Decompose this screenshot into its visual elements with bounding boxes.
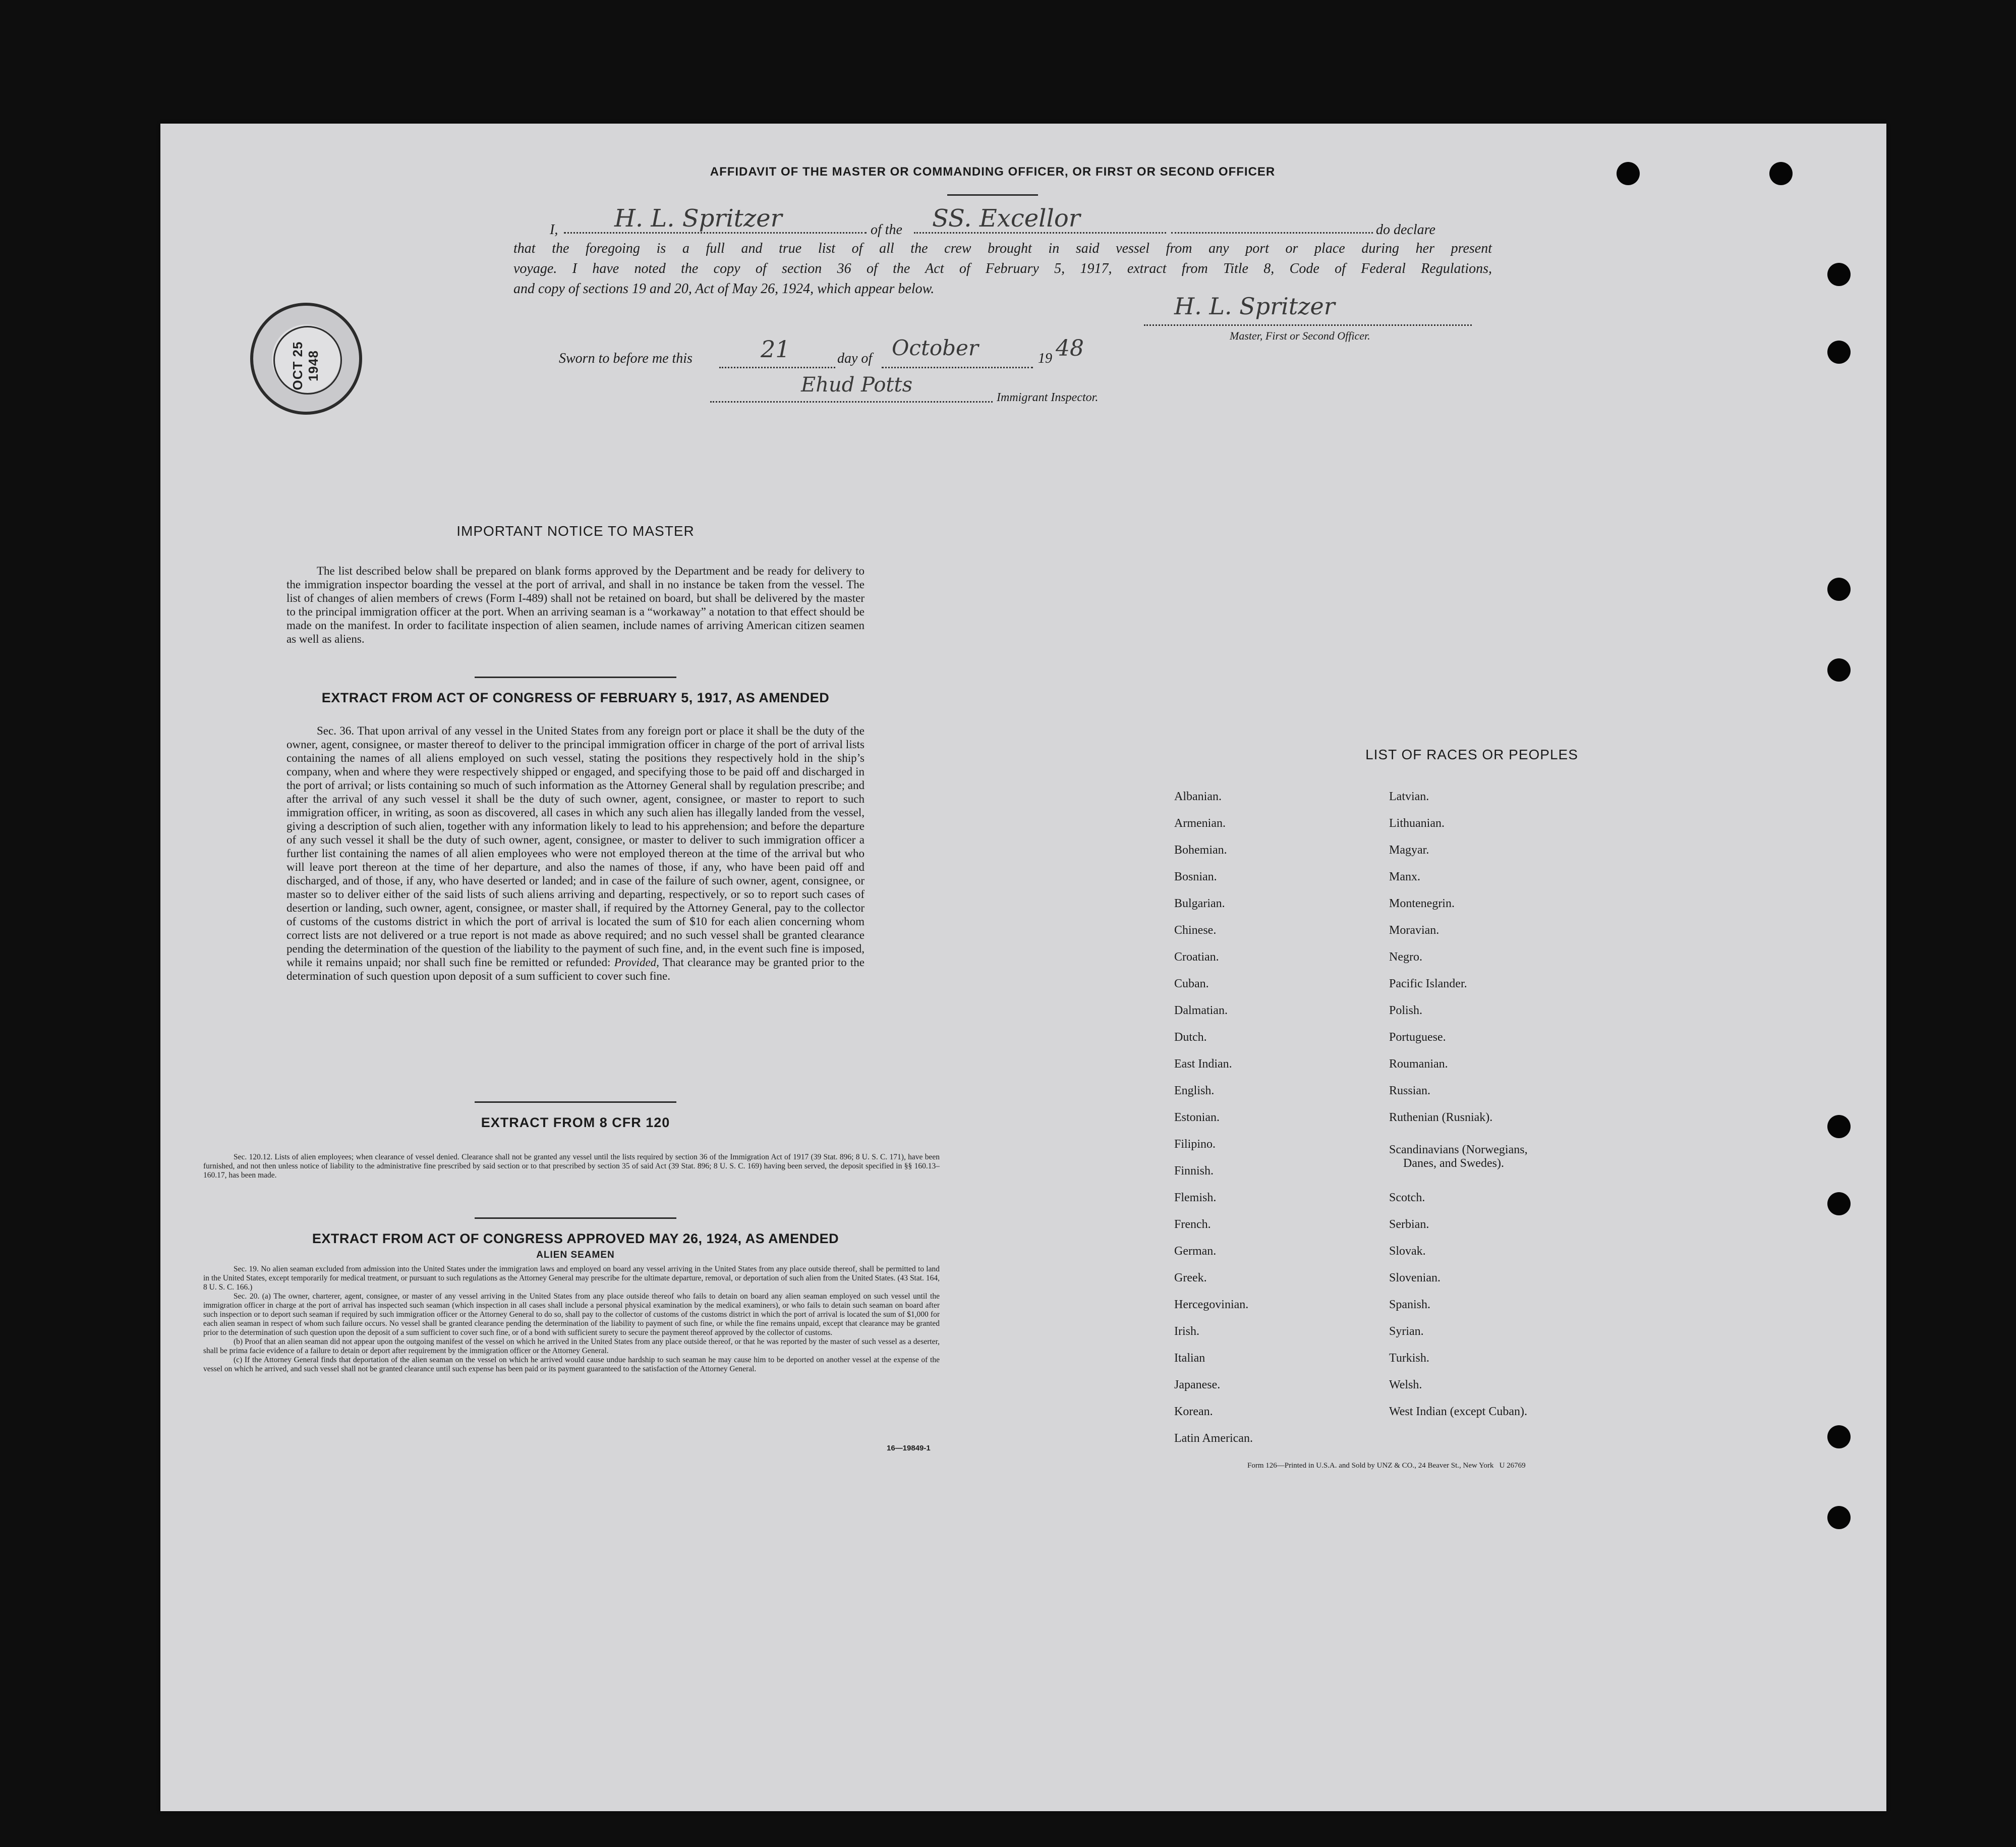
race-item: Spanish. (1389, 1298, 1431, 1311)
i-label: I, (550, 222, 558, 238)
race-item: Dalmatian. (1174, 1004, 1228, 1017)
race-item: East Indian. (1174, 1057, 1232, 1071)
race-item: Flemish. (1174, 1191, 1217, 1204)
vessel-name-handwriting: SS. Excellor (932, 204, 1080, 233)
of-the-label: of the (871, 222, 902, 238)
race-item: Finnish. (1174, 1164, 1214, 1178)
race-item: Slovenian. (1389, 1271, 1441, 1284)
race-item: Slovak. (1389, 1245, 1426, 1258)
notice-divider (475, 677, 676, 678)
race-item: Serbian. (1389, 1218, 1429, 1231)
race-item: Croatian. (1174, 950, 1219, 964)
race-item: Montenegrin. (1389, 897, 1455, 910)
extract-1917-body (286, 724, 865, 983)
punch-hole (1827, 341, 1851, 364)
race-item: West Indian (except Cuban). (1389, 1405, 1527, 1418)
extract-1917-title: EXTRACT FROM ACT OF CONGRESS OF FEBRUARY 5, 1917, AS AMENDED (321, 690, 830, 705)
race-item: Manx. (1389, 870, 1420, 883)
race-item: Korean. (1174, 1405, 1213, 1418)
race-item: Cuban. (1174, 977, 1209, 990)
master-signature: H. L. Spritzer (1174, 293, 1335, 320)
race-item: Chinese. (1174, 924, 1217, 937)
punch-hole (1827, 1425, 1851, 1448)
punch-hole (1827, 263, 1851, 286)
race-item: Scandinavians (Norwegians, (1389, 1143, 1528, 1156)
race-item: Albanian. (1174, 790, 1222, 803)
date-stamp-date: OCT 25 1948 (290, 341, 321, 390)
race-item: Bulgarian. (1174, 897, 1225, 910)
inspector-signature: Ehud Potts (801, 373, 913, 397)
race-item: Welsh. (1389, 1378, 1422, 1391)
declaration-line-2: voyage. I have noted the copy of section 36 of the Act of February 5, 1917, extract from Title 8, Code of Federal Regulations, (513, 261, 1492, 276)
race-item: Magyar. (1389, 844, 1429, 857)
punch-hole (1827, 1506, 1851, 1529)
declaration-line-3: and copy of sections 19 and 20, Act of May 26, 1924, which appear below. (513, 281, 935, 297)
race-item: Japanese. (1174, 1378, 1221, 1391)
race-item: Armenian. (1174, 817, 1226, 830)
races-list-right (1389, 124, 1641, 1637)
extract-1924-body (203, 1265, 940, 1374)
race-item: Greek. (1174, 1271, 1207, 1284)
extract-1917-proviso-word: Provided, (614, 956, 659, 969)
race-item: Irish. (1174, 1325, 1199, 1338)
extract-1924-subtitle: ALIEN SEAMEN (536, 1250, 615, 1260)
race-item: Russian. (1389, 1084, 1431, 1097)
race-item: Roumanian. (1389, 1057, 1448, 1071)
race-item: English. (1174, 1084, 1215, 1097)
race-item: Bosnian. (1174, 870, 1217, 883)
extract-cfr-title: EXTRACT FROM 8 CFR 120 (481, 1115, 670, 1130)
day-of-label: day of (837, 351, 873, 366)
race-item: Hercegovinian. (1174, 1298, 1249, 1311)
race-item: Scotch. (1389, 1191, 1425, 1204)
extract-1924-sec19: Sec. 19. No alien seaman excluded from admission into the United States under the immigration laws and employed on board any vessel arriving in the United States from any place outside thereof, shall be permitted to land in the United States, except temporarily for medical treatment, or pursuant to such regulations as the Attorney General may prescribe for the ultimate departure, removal, or deportation of such alien from the United States. (43 Stat. 164, 8 U. S. C. 166.) (203, 1265, 940, 1292)
race-item: Negro. (1389, 950, 1422, 964)
declaration-line-1: that the foregoing is a full and true list of all the crew brought in said vessel from any port or place during her present (513, 241, 1492, 256)
race-item-continued: Danes, and Swedes). (1403, 1157, 1504, 1170)
extract-1924-sec20c: (c) If the Attorney General finds that deportation of the alien seaman on the vessel on which he arrived would cause undue hardship to such seaman he may cause him to be deported on another vessel at the expense of the vessel on which he arrived, and such vessel shall not be granted clearance until such expense has been paid or its payment guaranteed to the satisfaction of the Attorney General. (203, 1356, 940, 1373)
punch-hole (1827, 578, 1851, 601)
master-name-handwriting: H. L. Spritzer (614, 204, 782, 233)
extract-1917-proviso: That clearance may be granted prior to the determination of such question upon deposit of a sum sufficient to cover such fine. (286, 956, 865, 982)
form-code: 16—19849-1 (887, 1444, 931, 1452)
race-item: Pacific Islander. (1389, 977, 1467, 990)
race-item: Lithuanian. (1389, 817, 1445, 830)
extract-1924-sec20a: Sec. 20. (a) The owner, charterer, agent, consignee, or master of any vessel arriving in the United States from any place outside thereof who fails to detain on board any alien seaman employed on such vessel until the immigration officer in charge at the port of arrival has inspected such seaman (which inspection in all cases shall include a personal physical examination by the medical examiners), or who fails to detain such seaman on board after such inspection or to deport such seaman if required by such immigration officer or the Attorney General to do so, shall pay to the collector of customs of the customs district in which the port of arrival is located the sum of $1,000 for each alien seaman in respect of whom such failure occurs. No vessel shall be granted clearance pending the determination of the liability to payment of such fine, or while the fine remains unpaid, except that clearance may be granted prior to the determination of such question upon the deposit of a sum sufficient to cover such fine, or of a bond with sufficient surety to secure the payment thereof approved by the collector of customs. (203, 1292, 940, 1337)
notice-body: The list described below shall be prepared on blank forms approved by the Department and be ready for delivery to the immigration inspector boarding the vessel at the port of arrival, and shall in no instance be taken from the vessel. The list of changes of alien members of crews (Form I-489) shall not be retained on board, but shall be delivered by the master to the principal immigration officer at the port. When an arriving seaman is a “workaway” a notation to that effect should be made on the manifest. In order to facilitate inspection of alien seamen, include names of arriving American citizen seamen as well as aliens. (286, 565, 865, 645)
inspector-caption: Immigrant Inspector. (997, 391, 1099, 404)
race-item: Portuguese. (1389, 1031, 1446, 1044)
race-item: French. (1174, 1218, 1211, 1231)
races-list-left (1174, 124, 1376, 1637)
extract-1917-text: Sec. 36. That upon arrival of any vessel in the United States from any foreign port or place it shall be the duty of the owner, agent, consignee, or master thereof to deliver to the principal immigration officer in charge of the port of arrival lists containing the names of all aliens employed on such vessel, stating the positions they respectively hold in the ship’s company, when and where they were respectively shipped or engaged, and specifying those to be paid off and discharged in the port of arrival; or lists containing so much of such information as the Attorney General shall by regulation prescribe; and after the arrival of any such vessel it shall be the duty of such owner, agent, consignee, or master to report to such immigration officer, in writing, as soon as discovered, all cases in which any such alien has illegally landed from the vessel, giving a description of such alien, together with any information likely to lead to his apprehension; and before the departure of any such vessel it shall be the duty of such owner, agent, consignee, or master to deliver to such immigration officer a further list containing the names of all alien employees who were not employed thereon at the time of the arrival but who will leave port thereon at the time of her departure, and also the names of those, if any, who have been paid off and discharged, and of those, if any, who have deserted or landed; and in case of the failure of such owner, agent, consignee, or master so to deliver either of the said lists of such aliens arriving and departing, respectively, or so to report such cases of desertion or landing, such owner, agent, consignee, or master shall, if required by the Attorney General, pay to the collector of customs of the customs district in which the port of arrival is located the sum of $10 for each alien concerning whom correct lists are not delivered or a true report is not made as above required; and no such vessel shall be granted clearance pending the determination of the question of the liability to the payment of such fine, and, in the event such fine is imposed, while it remains unpaid; nor shall such fine be remitted or refunded: (286, 724, 865, 969)
notice-title: IMPORTANT NOTICE TO MASTER (456, 523, 695, 539)
punch-hole (1769, 162, 1793, 185)
race-item: Moravian. (1389, 924, 1439, 937)
date-stamp (250, 303, 362, 415)
race-item: Polish. (1389, 1004, 1423, 1017)
punch-hole (1827, 1115, 1851, 1138)
extract-1924-sec20b: (b) Proof that an alien seaman did not appear upon the outgoing manifest of the vessel on which he arrived in the United States from any place outside thereof, or that he was reported by the master of such vessel as a deserter, shall be prima facie evidence of a failure to detain or deport after requirement by the immigration officer or the Attorney General. (203, 1337, 940, 1355)
extract-1917-divider (475, 1101, 676, 1103)
year-suffix: 48 (1056, 335, 1084, 361)
race-item: Latvian. (1389, 790, 1429, 803)
master-signature-caption: Master, First or Second Officer. (1230, 329, 1370, 342)
race-item: Turkish. (1389, 1352, 1429, 1365)
race-item: Bohemian. (1174, 844, 1227, 857)
punch-hole (1827, 658, 1851, 682)
extract-cfr-body: Sec. 120.12. Lists of alien employees; when clearance of vessel denied. Clearance shall not be granted any vessel until the lists required by section 36 of the Immigration Act of 1917 (39 Stat. 896; 8 U. S. C. 171), have been furnished, and not then unless notice of liability to the administrative fine prescribed by said section or to that prescribed by section 35 of said Act (39 Stat. 896; 8 U. S. C. 169) having been served, the deposit specified in §§ 160.13–160.17, has been made. (203, 1153, 940, 1180)
races-title: LIST OF RACES OR PEOPLES (1365, 747, 1578, 762)
race-item: Ruthenian (Rusniak). (1389, 1111, 1493, 1124)
do-declare-label: do declare (1376, 222, 1435, 238)
punch-hole (1827, 1192, 1851, 1215)
sworn-day: 21 (761, 335, 790, 363)
title-divider (947, 194, 1038, 196)
sworn-label: Sworn to before me this (559, 351, 693, 366)
race-item: Estonian. (1174, 1111, 1220, 1124)
extract-cfr-divider (475, 1217, 676, 1219)
race-item: Filipino. (1174, 1138, 1216, 1151)
race-item: Italian (1174, 1352, 1205, 1365)
year-prefix: 19 (1038, 351, 1052, 366)
form-printer-line: Form 126—Printed in U.S.A. and Sold by UNZ & CO., 24 Beaver St., New York U 26769 (1247, 1462, 1526, 1470)
race-item: Dutch. (1174, 1031, 1207, 1044)
race-item: Syrian. (1389, 1325, 1424, 1338)
sworn-month: October (892, 335, 978, 360)
extract-1924-title: EXTRACT FROM ACT OF CONGRESS APPROVED MAY 26, 1924, AS AMENDED (312, 1231, 839, 1246)
race-item: German. (1174, 1245, 1217, 1258)
document-page (160, 124, 1886, 1811)
race-item: Latin American. (1174, 1432, 1253, 1445)
affidavit-title: AFFIDAVIT OF THE MASTER OR COMMANDING OFFICER, OR FIRST OR SECOND OFFICER (710, 165, 1276, 179)
